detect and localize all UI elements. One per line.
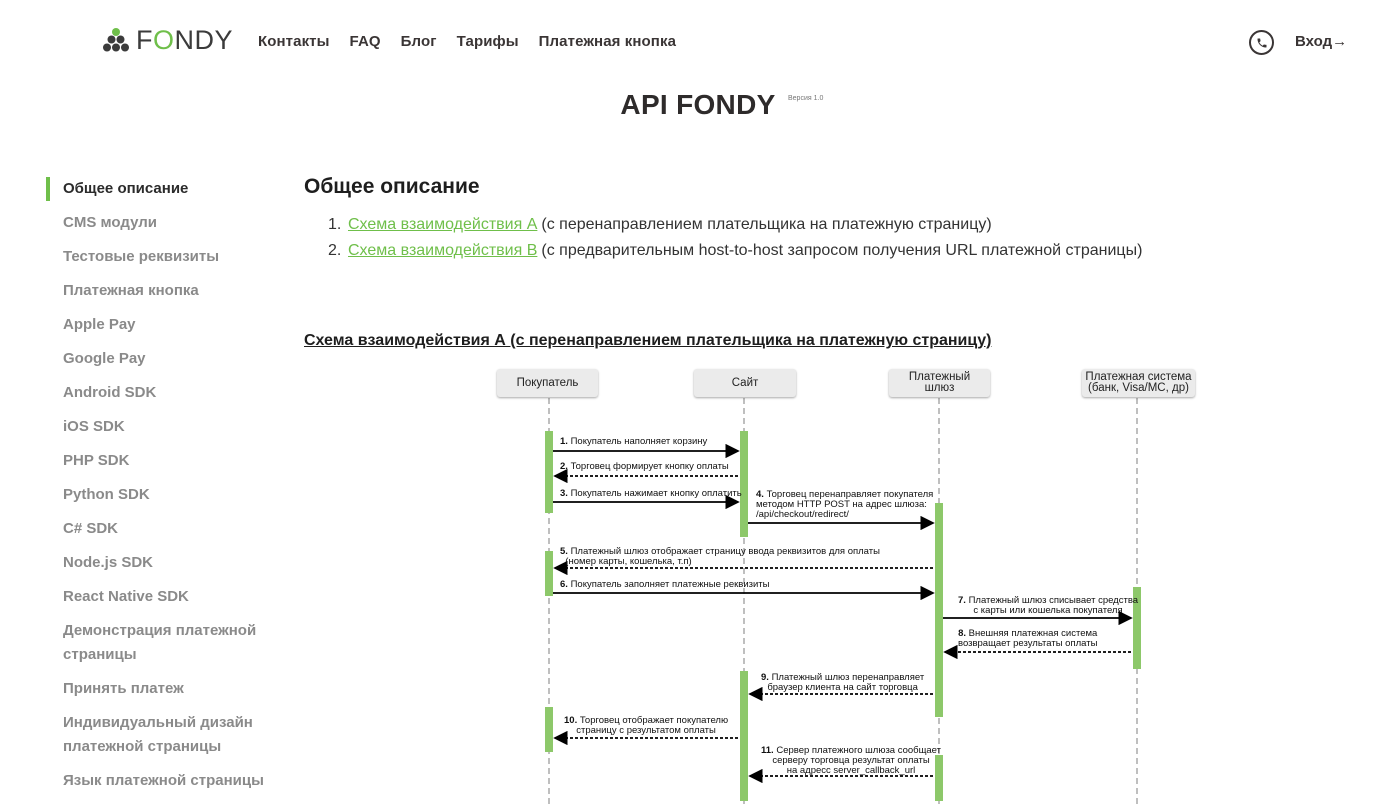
message-4: 4. Торговец перенаправляет покупателя методом HTTP POST на адрес шлюза: /api/checkout/redirect/	[756, 489, 934, 520]
toc-number: 1.	[328, 216, 342, 233]
sidebar-item-payment-button[interactable]: Платежная кнопка	[63, 282, 199, 299]
sidebar-item-android-sdk[interactable]: Android SDK	[63, 384, 157, 401]
sidebar-item-test-credentials[interactable]: Тестовые реквизиты	[63, 248, 220, 265]
login-link[interactable]: Вход→	[1295, 33, 1348, 50]
nav-faq[interactable]: FAQ	[349, 33, 381, 50]
actor-gateway: Платежный шлюз	[889, 369, 990, 397]
sidebar-item-page-language[interactable]: Язык платежной страницы	[63, 772, 264, 789]
sidebar-item-cms-modules[interactable]: CMS модули	[63, 214, 157, 231]
actor-site: Сайт	[694, 369, 796, 397]
sidebar-item-react-native-sdk[interactable]: React Native SDK	[63, 588, 189, 605]
page-title: API FONDY	[620, 89, 776, 120]
message-8: 8. Внешняя платежная система возвращает результаты оплаты	[958, 628, 1098, 649]
logo-text: FONDY	[136, 25, 234, 55]
sidebar-item-python-sdk[interactable]: Python SDK	[63, 486, 150, 503]
sidebar-item-google-pay[interactable]: Google Pay	[63, 350, 146, 367]
sidebar-item-payment-page-demo[interactable]: Демонстрация платежной страницы	[63, 622, 257, 663]
message-11: 11. Сервер платежного шлюза сообщает серверу торговца результат оплаты на адресс server_callback_url	[761, 745, 942, 776]
version-label: Версия 1.0	[788, 95, 824, 102]
sidebar-item-ios-sdk[interactable]: iOS SDK	[63, 418, 125, 435]
toc-description: (с перенаправлением плательщика на платежную страницу)	[541, 216, 992, 233]
sidebar-item-apple-pay[interactable]: Apple Pay	[63, 316, 136, 333]
nav-payment-button[interactable]: Платежная кнопка	[538, 33, 677, 50]
nav-tariffs[interactable]: Тарифы	[456, 33, 519, 50]
message-9: 9. Платежный шлюз перенаправляет браузер клиента на сайт торговца	[761, 672, 925, 693]
nav-contacts[interactable]: Контакты	[258, 33, 330, 50]
sidebar-item-custom-design[interactable]: Индивидуальный дизайн платежной страницы	[63, 714, 253, 755]
actor-buyer: Покупатель	[497, 369, 598, 397]
toc-link-scheme-a[interactable]: Схема взаимодействия А	[348, 216, 538, 233]
sidebar-item-accept-payment[interactable]: Принять платеж	[63, 680, 184, 697]
scheme-a-title: Схема взаимодействия А (с перенаправлением плательщика на платежную страницу)	[304, 332, 992, 349]
toc-link-scheme-b[interactable]: Схема взаимодействия В	[348, 242, 538, 259]
actor-payment-system: Платежная система (банк, Visa/MC, др)	[1082, 369, 1195, 397]
sidebar-item-overview[interactable]: Общее описание	[46, 177, 266, 201]
message-10: 10. Торговец отображает покупателю страницу с результатом оплаты	[564, 715, 729, 736]
message-7: 7. Платежный шлюз списывает средства с карты или кошелька покупателя	[958, 595, 1139, 616]
sidebar-item-nodejs-sdk[interactable]: Node.js SDK	[63, 554, 154, 571]
message-6: 6. Покупатель заполняет платежные реквизиты	[560, 579, 770, 590]
section-heading: Общее описание	[304, 175, 480, 198]
sidebar-item-csharp-sdk[interactable]: C# SDK	[63, 520, 119, 537]
message-2: 2. Торговец формирует кнопку оплаты	[560, 461, 729, 472]
nav-blog[interactable]: Блог	[400, 33, 437, 50]
message-1: 1. Покупатель наполняет корзину	[560, 436, 708, 447]
sidebar-item-php-sdk[interactable]: PHP SDK	[63, 452, 130, 469]
message-5: 5. Платежный шлюз отображает страницу ввода реквизитов для оплаты (номер карты, кошелька, т.п)	[560, 546, 880, 567]
toc-description: (с предварительным host-to-host запросом получения URL платежной страницы)	[541, 242, 1143, 259]
toc-number: 2.	[328, 242, 342, 259]
message-3: 3. Покупатель нажимает кнопку оплатить	[560, 488, 742, 499]
